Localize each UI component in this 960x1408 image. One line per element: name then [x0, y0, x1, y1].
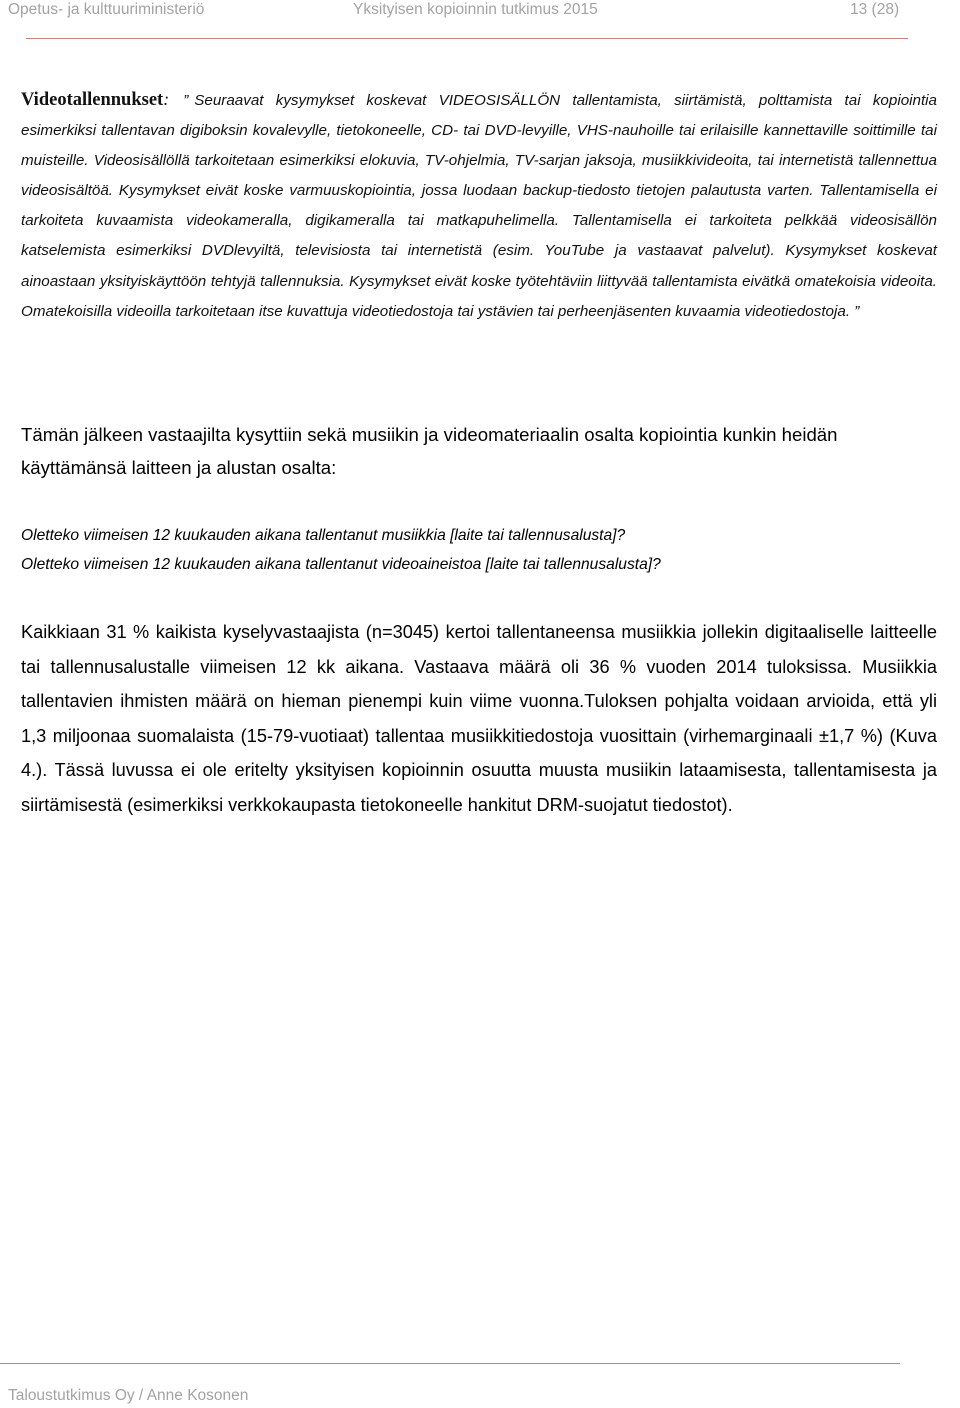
video-recordings-text: Seuraavat kysymykset koskevat VIDEOSISÄLLÖN tallentamista, siirtämistä, polttamista tai kopiointia esimerkiksi tallentavan digiboksin kovalevylle, tietokoneelle, CD- tai DVD-levyille, VHS-nauhoille tai erilaisille kannettaville soittimille tai muisteille. Videosisällöllä tarkoitetaan esimerkiksi elokuvia, TV-ohjelmia, TV-sarjan jaksoja, musiikkivideoita, tai internetistä tallennettua videosisältöä. Kysymykset eivät koske varmuuskopiointia, jossa luodaan backup-tiedosto tietojen palautusta varten. Tallentamisella ei tarkoiteta kuvaamista videokameralla, digikameralla tai matkapuhelimella. Tallentamisella ei tarkoiteta pelkkää videosisällön katselemista esimerkiksi DVDlevyiltä, televisiosta tai internetistä (esim. YouTube ja vastaavat palvelut). Kysymykset koskevat ainoastaan yksityiskäyttöön tehtyjä tallennuksia. Kysymykset eivät koske työtehtäviin liittyvää tallentamista eivätkä omatekoisia videoita. Omatekoisilla videoilla tarkoitetaan itse kuvattuja videotiedostoja tai ystävien tai perheenjäsenten kuvaamia videotiedostoja. ” — [21, 92, 937, 320]
intro-paragraph: Tämän jälkeen vastaajilta kysyttiin sekä musiikin ja videomateriaalin osalta kopiointia kunkin heidän käyttämänsä laitteen ja alustan osalta: — [21, 424, 838, 478]
video-recordings-colon: : — [163, 89, 170, 109]
header-page-number: 13 (28) — [850, 1, 900, 18]
opening-quote: ” — [183, 92, 189, 109]
results-paragraph: Kaikkiaan 31 % kaikista kyselyvastaajista (n=3045) kertoi tallentaneensa musiikkia jollekin digitaaliselle laitteelle tai tallennusalustalle viimeisen 12 kk aikana. Vastaava määrä oli 36 % vuoden 2014 tuloksissa. Musiikkia tallentavien ihmisten määrä on hieman pienempi kuin viime vuonna.Tuloksen pohjalta voidaan arvioida, että yli 1,3 miljoonaa suomalaista (15-79-vuotiaat) tallentaa musiikkitiedostoja vuosittain (virhemarginaali ±1,7 %) (Kuva 4.). Tässä luvussa ei ole eritelty yksityisen kopioinnin osuutta muusta musiikin lataamisesta, tallentamisesta ja siirtämisestä (esimerkiksi verkkokaupasta tietokoneelle hankitut DRM-suojatut tiedostot). — [21, 622, 937, 815]
survey-questions — [21, 522, 937, 579]
video-recordings-paragraph — [21, 84, 937, 327]
footer-divider — [0, 1363, 900, 1364]
header-report-title: Yksityisen kopioinnin tutkimus 2015 — [353, 1, 598, 18]
page-footer: Taloustutkimus Oy / Anne Kosonen — [8, 1387, 249, 1404]
question-video: Oletteko viimeisen 12 kuukauden aikana tallentanut videoaineistoa [laite tai tallennusalusta]? — [21, 555, 661, 573]
header-divider — [26, 38, 908, 39]
question-music: Oletteko viimeisen 12 kuukauden aikana tallentanut musiikkia [laite tai tallennusalusta]? — [21, 527, 626, 544]
video-recordings-heading: Videotallennukset — [21, 90, 164, 110]
header-organization: Opetus- ja kulttuuriministeriö — [8, 1, 205, 18]
page-header — [0, 0, 960, 24]
